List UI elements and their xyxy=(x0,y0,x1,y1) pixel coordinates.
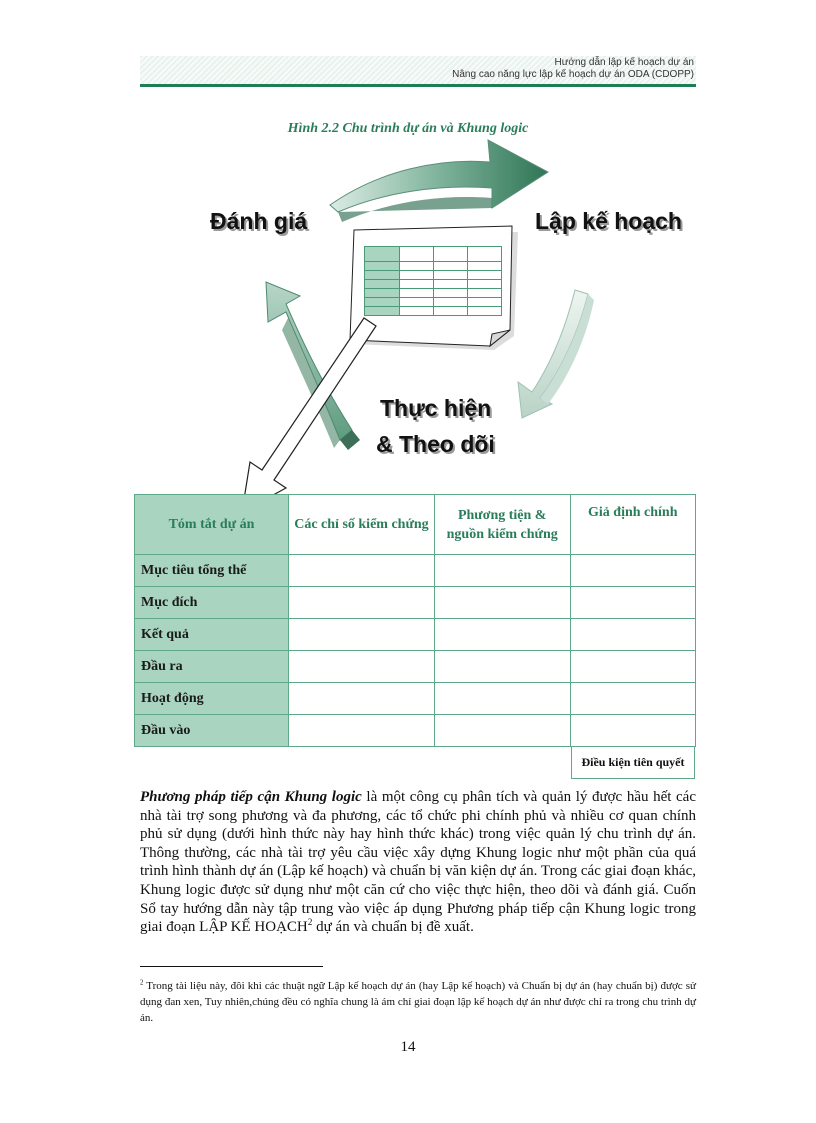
table-cell xyxy=(570,651,695,683)
footnote-mark: 2 xyxy=(140,979,144,987)
footnote-divider xyxy=(140,966,323,967)
table-cell xyxy=(434,619,570,651)
table-row xyxy=(135,619,696,651)
table-cell xyxy=(289,587,435,619)
figure-title: Hình 2.2 Chu trình dự án và Khung logic xyxy=(287,121,529,136)
right-cycle-arrow-icon xyxy=(518,290,594,418)
stage-implement-label: Thực hiện xyxy=(380,395,492,421)
table-cell xyxy=(434,715,570,747)
table-row xyxy=(135,715,696,747)
table-cell xyxy=(570,619,695,651)
body-paragraph xyxy=(140,788,696,937)
row-label-purpose: Mục đích xyxy=(135,587,289,619)
header-line-2: Nâng cao năng lực lập kế hoạch dự án ODA (CDOPP) xyxy=(452,69,694,80)
pointer-arrow-icon xyxy=(242,318,376,512)
table-cell xyxy=(289,715,435,747)
paragraph-lead: Phương pháp tiếp cận Khung logic xyxy=(140,789,362,805)
paragraph-text: là một công cụ phân tích và quản lý được hầu hết các nhà tài trợ song phương và đa phương, các tổ chức phi chính phủ và nhiều cơ quan chính phủ sử dụng (dưới hình thức này hay hình thức khác) trong việc quản lý chu trình dự án. Thông thường, các nhà tài trợ yêu cầu việc xây dựng Khung logic như một phần của quá trình hình thành dự án (Lập kế hoạch) và chuẩn bị văn kiện dự án. Trong các giai đoạn khác, Khung logic được sử dụng như một căn cứ cho việc thực hiện, theo dõi và đánh giá. Cuốn Sổ tay hướng dẫn này tập trung vào việc áp dụng Phương pháp tiếp cận Khung logic trong giai đoạn LẬP KẾ HOẠCH xyxy=(140,789,696,936)
mini-logframe-table xyxy=(364,246,502,316)
footnote-text: Trong tài liệu này, đôi khi các thuật ngữ Lập kế hoạch dự án (hay Lập kế hoạch) và Chuẩn bị dự án (hay chuẩn bị) được sử dụng đan xen, Tuy nhiên,chúng đều có nghĩa chung là ám chỉ giai đoạn lập kế hoạch dự án như được chỉ ra trong chu trình dự án. xyxy=(140,980,696,1024)
table-cell xyxy=(570,715,695,747)
header-indicators: Các chỉ số kiểm chứng xyxy=(289,495,435,555)
footnote xyxy=(140,978,696,1026)
stage-evaluate-label: Đánh giá xyxy=(210,208,308,234)
header-project-summary: Tóm tắt dự án xyxy=(135,495,289,555)
table-cell xyxy=(434,683,570,715)
table-cell xyxy=(434,555,570,587)
table-cell xyxy=(289,651,435,683)
row-label-activities: Hoạt động xyxy=(135,683,289,715)
logframe-table xyxy=(134,494,696,747)
row-label-goal: Mục tiêu tổng thể xyxy=(135,555,289,587)
paragraph-tail: dự án và chuẩn bị đề xuất. xyxy=(312,919,474,936)
top-cycle-arrow-icon xyxy=(330,140,548,222)
table-cell xyxy=(570,683,695,715)
table-cell xyxy=(570,587,695,619)
table-row xyxy=(135,587,696,619)
footnote-reference: 2 xyxy=(307,918,313,929)
table-cell xyxy=(434,651,570,683)
precondition-cell: Điều kiện tiên quyết xyxy=(571,746,695,779)
table-row xyxy=(135,651,696,683)
table-cell xyxy=(289,555,435,587)
stage-monitor-label: & Theo dõi xyxy=(376,431,495,457)
header-means-of-verification: Phương tiện & nguồn kiểm chứng xyxy=(434,495,570,555)
row-label-outputs: Đầu ra xyxy=(135,651,289,683)
table-cell xyxy=(289,683,435,715)
row-label-outcomes: Kết quả xyxy=(135,619,289,651)
stage-plan-label: Lập kế hoạch xyxy=(535,208,682,234)
table-row xyxy=(135,683,696,715)
table-cell xyxy=(434,587,570,619)
page-number: 14 xyxy=(400,1039,416,1055)
header-assumptions: Giả định chính xyxy=(570,495,695,555)
header-line-1: Hướng dẫn lập kế hoạch dự án xyxy=(554,57,694,68)
table-row xyxy=(135,555,696,587)
table-cell xyxy=(570,555,695,587)
row-label-inputs: Đầu vào xyxy=(135,715,289,747)
table-cell xyxy=(289,619,435,651)
